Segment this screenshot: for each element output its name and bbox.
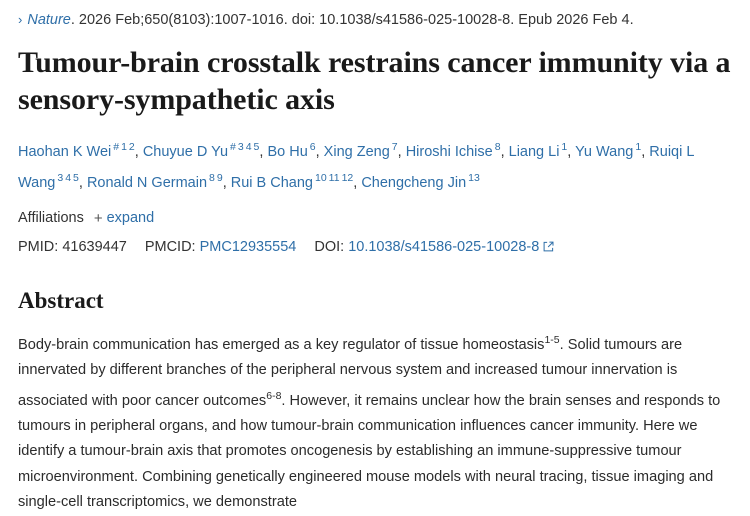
abstract-text xyxy=(18,328,732,516)
author-link[interactable]: Yu Wang xyxy=(575,143,634,160)
author-affiliation-marker[interactable]: 8 xyxy=(494,141,501,153)
pmid-label: PMID: xyxy=(18,238,59,255)
chevron-right-icon: › xyxy=(18,12,23,27)
author-affiliation-marker[interactable]: # xyxy=(230,141,236,153)
affiliations-label: Affiliations xyxy=(18,210,84,227)
author-link[interactable]: Xing Zeng xyxy=(323,143,390,160)
doi-label: DOI: xyxy=(314,238,345,255)
author-link[interactable]: Hiroshi Ichise xyxy=(405,143,493,160)
author-separator: , xyxy=(500,143,509,160)
expand-label: expand xyxy=(106,210,155,227)
author-separator: , xyxy=(641,143,650,160)
author-affiliation-marker[interactable]: 10 xyxy=(314,171,327,184)
author-affiliation-marker[interactable]: # xyxy=(113,141,120,153)
author-separator: , xyxy=(222,174,231,191)
author-separator: , xyxy=(78,174,87,191)
pmid-value: 41639447 xyxy=(62,238,127,255)
abstract-citation-ref[interactable]: 6-8 xyxy=(266,389,282,402)
author-affiliation-marker[interactable]: 3 xyxy=(57,171,64,184)
author-affiliation-marker[interactable]: 1 xyxy=(121,141,127,153)
author-separator: , xyxy=(315,143,324,160)
author-link[interactable]: Haohan K Wei xyxy=(18,143,112,160)
author-affiliation-marker[interactable]: 6 xyxy=(309,141,316,153)
author-affiliation-marker[interactable]: 8 xyxy=(209,171,215,184)
expand-affiliations-button[interactable] xyxy=(94,210,154,227)
author-separator: , xyxy=(353,174,362,191)
author-affiliation-marker[interactable]: 13 xyxy=(468,171,480,184)
author-affiliation-marker[interactable]: 4 xyxy=(245,141,252,153)
identifiers-row xyxy=(18,236,732,258)
author-link[interactable]: Chuyue D Yu xyxy=(142,143,229,160)
abstract-sentence: . However, it remains unclear how the brain senses and responds to tumours in peripheral organs, and how tumour-brain communication influences cancer immunity. Here we identify a tumour-brain axis that promotes oncogenesis by establishing an immune-suppressive tumour microenvironment. Combining genetically engineered mouse models with neural tracing, tissue imaging and single-cell transcriptomics, we demonstrate xyxy=(18,392,721,511)
author-affiliation-marker[interactable]: 7 xyxy=(391,141,398,153)
pmcid-link[interactable]: PMC12935554 xyxy=(199,238,297,255)
abstract-heading: Abstract xyxy=(18,287,104,313)
plus-icon: + xyxy=(93,209,103,227)
author-link[interactable]: Rui B Chang xyxy=(230,174,313,191)
journal-name-link[interactable]: Nature xyxy=(27,12,71,28)
journal-citation-line xyxy=(18,10,732,30)
author-separator: , xyxy=(397,143,406,160)
author-affiliation-marker[interactable]: 12 xyxy=(341,171,354,184)
author-link[interactable]: Chengcheng Jin xyxy=(361,174,467,191)
author-affiliation-marker[interactable]: 1 xyxy=(561,141,568,153)
author-affiliation-marker[interactable]: 5 xyxy=(73,171,79,184)
author-affiliation-marker[interactable]: 5 xyxy=(253,141,260,153)
author-separator: , xyxy=(567,143,576,160)
author-link[interactable]: Liang Li xyxy=(508,143,560,160)
author-affiliation-marker[interactable]: 2 xyxy=(128,141,135,153)
abstract-sentence: . Solid tumours are innervated by different branches of the peripheral nervous system and increased tumour innervation is associated with poor cancer outcomes xyxy=(18,336,683,409)
abstract-sentence: Body-brain communication has emerged as a key regulator of tissue homeostasis xyxy=(18,336,545,353)
pmcid-label: PMCID: xyxy=(144,238,196,255)
author-link[interactable]: Ronald N Germain xyxy=(86,174,208,191)
author-affiliation-marker[interactable]: 3 xyxy=(237,141,244,153)
doi-link[interactable]: 10.1038/s41586-025-10028-8 xyxy=(348,238,540,255)
author-affiliation-marker[interactable]: 9 xyxy=(216,171,223,184)
affiliations-row xyxy=(18,210,732,227)
page-title: Tumour-brain crosstalk restrains cancer immunity via a sensory-sympathetic axis xyxy=(18,46,731,116)
author-list xyxy=(18,134,732,196)
external-link-icon[interactable] xyxy=(543,241,554,252)
author-separator: , xyxy=(134,143,143,160)
abstract-citation-ref[interactable]: 1-5 xyxy=(544,333,560,346)
author-affiliation-marker[interactable]: 1 xyxy=(635,141,642,153)
author-affiliation-marker[interactable]: 11 xyxy=(328,171,340,184)
author-affiliation-marker[interactable]: 4 xyxy=(65,171,72,184)
author-link[interactable]: Bo Hu xyxy=(267,143,308,160)
author-link[interactable]: Ruiqi L Wang xyxy=(18,143,694,191)
journal-citation-text: . 2026 Feb;650(8103):1007-1016. doi: 10.1038/s41586-025-10028-8. Epub 2026 Feb 4. xyxy=(70,12,634,28)
author-separator: , xyxy=(259,143,268,160)
